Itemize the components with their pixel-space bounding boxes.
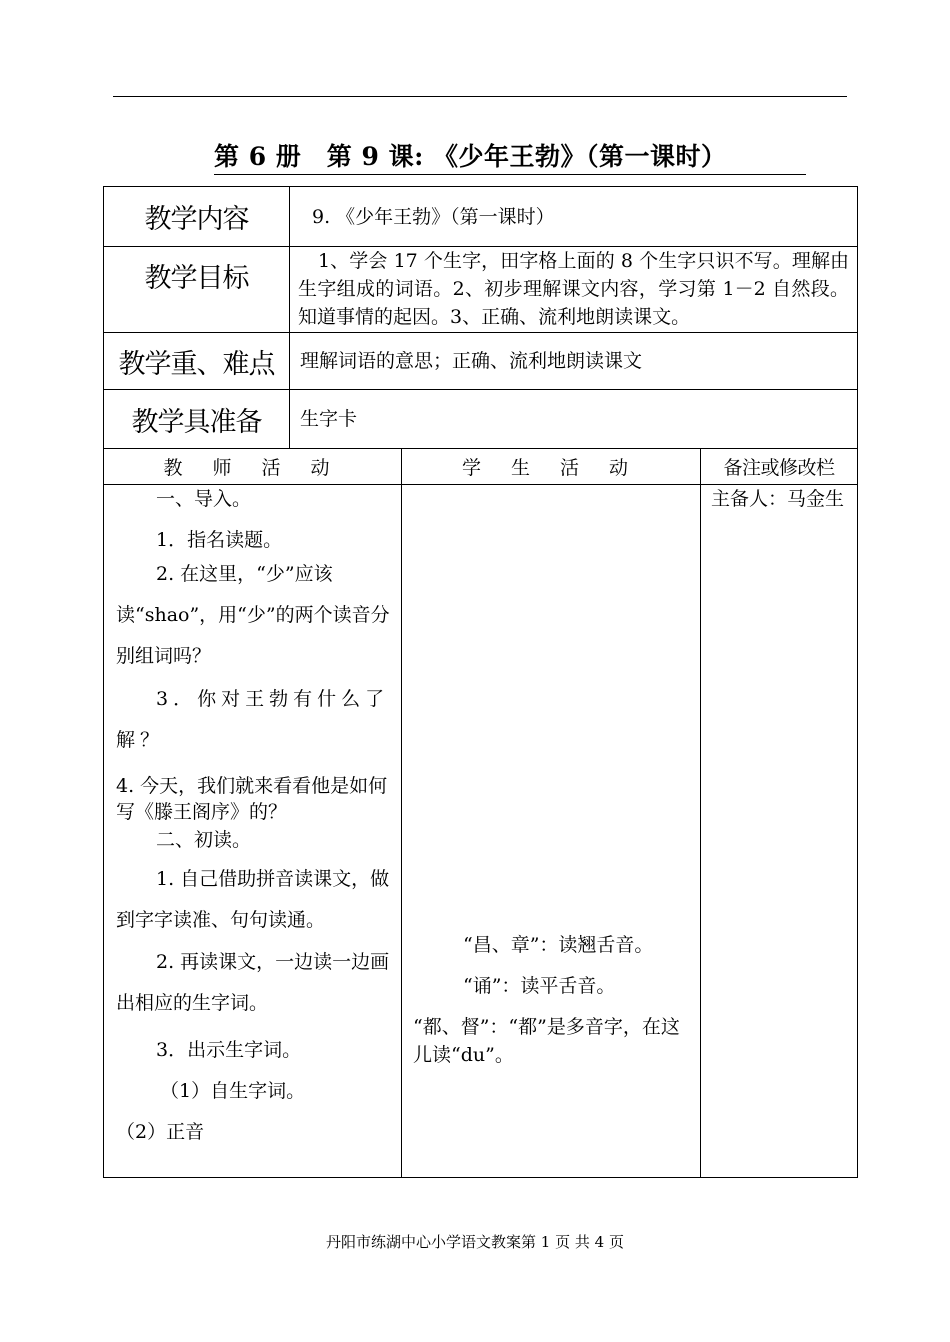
teacher-step: 一、导入。 xyxy=(156,488,252,510)
student-note: “诵”：读平舌音。 xyxy=(463,975,616,997)
info-row-content xyxy=(104,187,858,247)
teacher-step: 3．出示生字词。 xyxy=(156,1039,302,1061)
lesson-title: 第 6 册 第 9 课: 《少年王勃》（第一课时） xyxy=(214,140,806,175)
student-note: “都、督”：“都”是多音字，在这儿读“du”。 xyxy=(413,1016,680,1066)
info-row-objectives xyxy=(104,247,858,333)
teacher-step: 1. 自己借助拼音读课文，做到字字读准、句句读通。 xyxy=(116,868,390,931)
notes-cell xyxy=(701,485,858,1178)
row-label: 教学内容 xyxy=(104,187,290,247)
teacher-step: 3．你对王勃有什么了解？ xyxy=(116,688,390,751)
row-label: 教学重、难点 xyxy=(104,333,290,390)
info-row-keypoints xyxy=(104,333,858,390)
page-footer: 丹阳市练湖中心小学语文教案第 1 页 共 4 页 xyxy=(326,1233,624,1251)
teacher-step: 2. 在这里，“少”应该读“shao”，用“少”的两个读音分别组词吗？ xyxy=(116,563,390,667)
row-value: 理解词语的意思；正确、流利地朗读课文 xyxy=(290,333,858,390)
teacher-activity-cell xyxy=(104,485,402,1178)
row-value: 1、学会 17 个生字，田字格上面的 8 个生字只识不写。理解由生字组成的词语。2、初步理解课文内容，学习第 1－2 自然段。知道事情的起因。3、正确、流利地朗读课文。 xyxy=(290,247,858,333)
teacher-step: （1）自生字词。 xyxy=(160,1080,306,1102)
column-header-row xyxy=(104,449,858,485)
notes-column-header: 备注或修改栏 xyxy=(701,449,858,485)
teacher-column-header: 教 师 活 动 xyxy=(104,449,402,485)
teacher-step: 4. 今天，我们就来看看他是如何写《滕王阁序》的？ xyxy=(116,775,388,823)
row-value: 9. 《少年王勃》（第一课时） xyxy=(290,187,858,247)
teacher-step: 二、初读。 xyxy=(156,829,252,851)
row-label: 教学目标 xyxy=(104,247,290,333)
row-value: 生字卡 xyxy=(290,390,858,449)
teacher-step: 1．指名读题。 xyxy=(156,529,283,551)
info-row-materials xyxy=(104,390,858,449)
preparer-note: 主备人：马金生 xyxy=(711,488,845,510)
teacher-step: （2）正音 xyxy=(116,1121,205,1143)
row-label: 教学具准备 xyxy=(104,390,290,449)
teacher-step: 2. 再读课文，一边读一边画出相应的生字词。 xyxy=(116,951,390,1014)
student-activity-cell xyxy=(402,485,701,1178)
lesson-plan-table xyxy=(103,186,858,1178)
activity-row xyxy=(104,485,858,1178)
header-rule xyxy=(113,96,847,97)
student-note: “昌、章”：读翘舌音。 xyxy=(463,934,654,956)
student-column-header: 学 生 活 动 xyxy=(402,449,701,485)
